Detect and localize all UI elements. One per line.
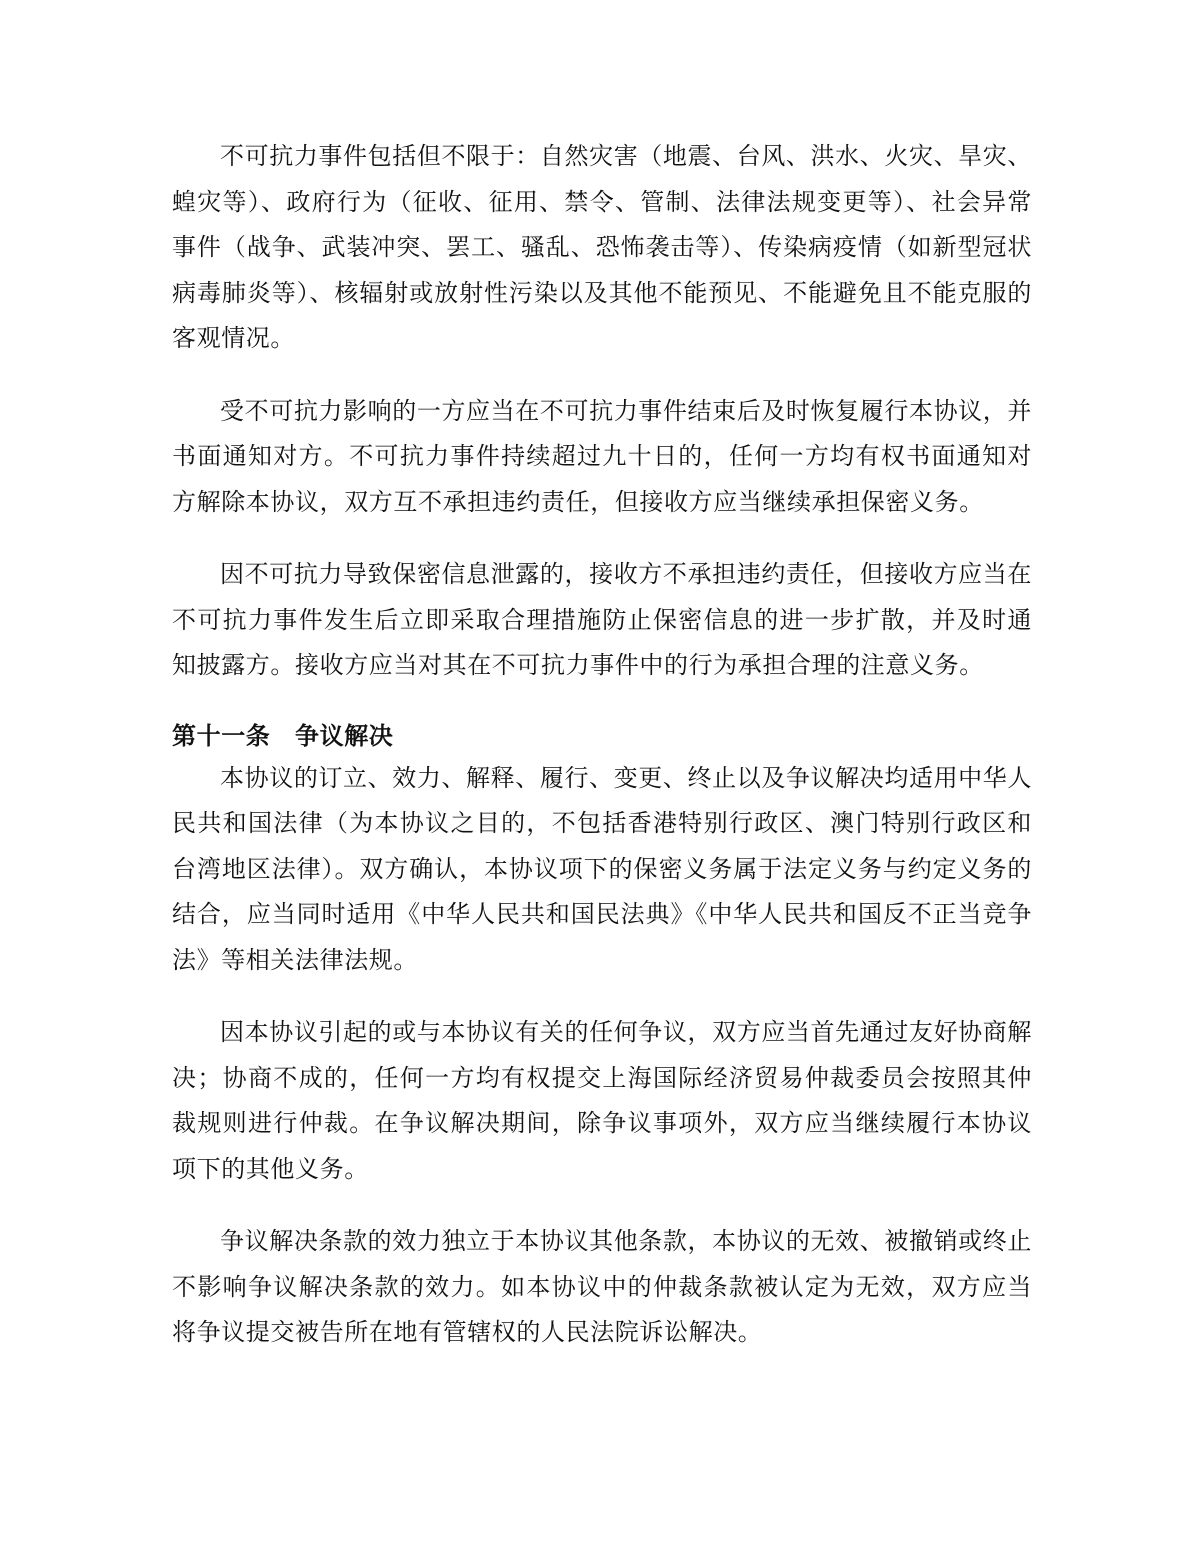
paragraph-severability: 争议解决条款的效力独立于本协议其他条款，本协议的无效、被撤销或终止不影响争议解决条款的效力。如本协议中的仲裁条款被认定为无效，双方应当将争议提交被告所在地有管辖权的人民法院诉讼解决。: [172, 1227, 1032, 1346]
paragraph-force-majeure-leak: 因不可抗力导致保密信息泄露的，接收方不承担违约责任，但接收方应当在不可抗力事件发生后立即采取合理措施防止保密信息的进一步扩散，并及时通知披露方。接收方应当对其在不可抗力事件中的行为承担合理的注意义务。: [172, 560, 1032, 679]
paragraph-force-majeure-events: 不可抗力事件包括但不限于：自然灾害（地震、台风、洪水、火灾、旱灾、蝗灾等）、政府行为（征收、征用、禁令、管制、法律法规变更等）、社会异常事件（战争、武装冲突、罢工、骚乱、恐怖袭击等）、传染病疫情（如新型冠状病毒肺炎等）、核辐射或放射性污染以及其他不能预见、不能避免且不能克服的客观情况。: [172, 142, 1032, 352]
paragraph-force-majeure-recovery: 受不可抗力影响的一方应当在不可抗力事件结束后及时恢复履行本协议，并书面通知对方。不可抗力事件持续超过九十日的，任何一方均有权书面通知对方解除本协议，双方互不承担违约责任，但接收方应当继续承担保密义务。: [172, 396, 1032, 516]
paragraph-arbitration: 因本协议引起的或与本协议有关的任何争议，双方应当首先通过友好协商解决；协商不成的，任何一方均有权提交上海国际经济贸易仲裁委员会按照其仲裁规则进行仲裁。在争议解决期间，除争议事项外，双方应当继续履行本协议项下的其他义务。: [172, 1018, 1032, 1183]
section-heading-dispute-resolution: 第十一条 争议解决: [172, 721, 394, 750]
document-body: [172, 134, 1032, 1383]
paragraph-governing-law: 本协议的订立、效力、解释、履行、变更、终止以及争议解决均适用中华人民共和国法律（为本协议之目的，不包括香港特别行政区、澳门特别行政区和台湾地区法律）。双方确认，本协议项下的保密义务属于法定义务与约定义务的结合，应当同时适用《中华人民共和国民法典》《中华人民共和国反不正当竞争法》等相关法律法规。: [172, 763, 1032, 974]
